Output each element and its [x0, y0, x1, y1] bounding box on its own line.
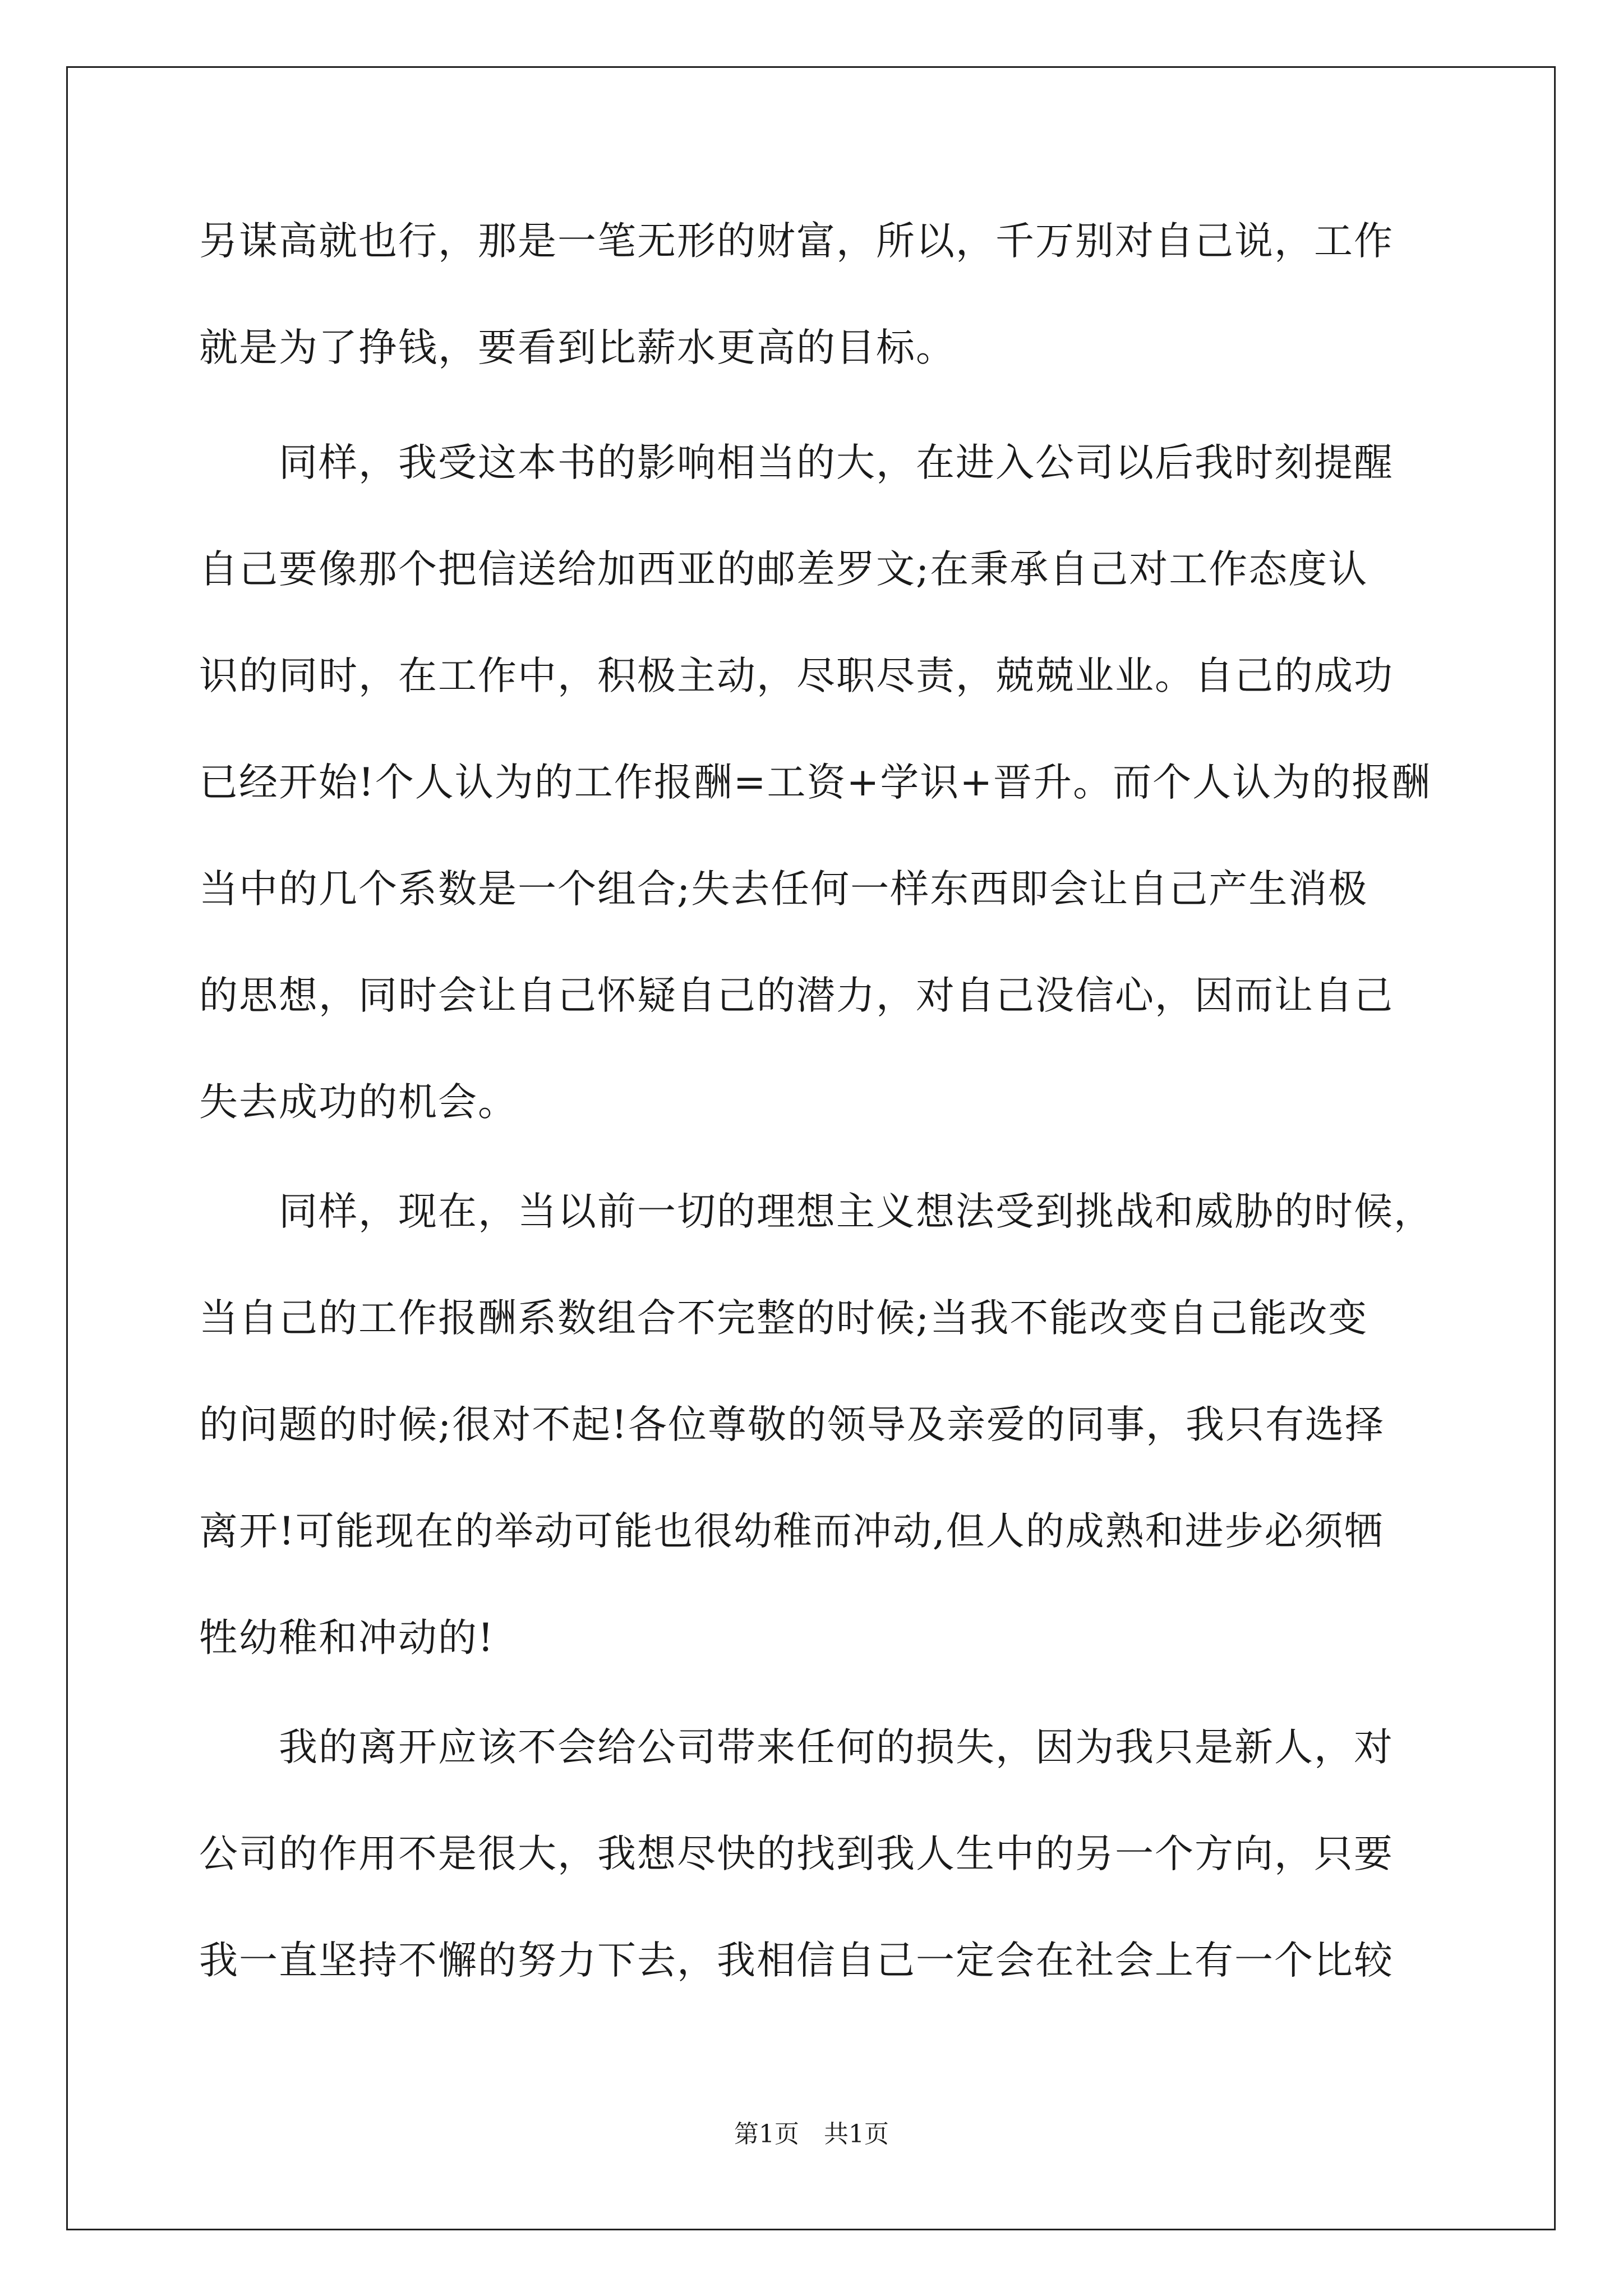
text-line: 就是为了挣钱，要看到比薪水更高的目标。 [199, 325, 956, 370]
text-line: 已经开始!个人认为的工作报酬=工资+学识+晋升。而个人认为的报酬 [199, 760, 1432, 805]
text-line: 我一直坚持不懈的努力下去，我相信自己一定会在社会上有一个比较 [199, 1938, 1394, 1983]
text-line: 另谋高就也行，那是一笔无形的财富，所以，千万别对自己说，工作 [199, 219, 1394, 264]
text-line: 同样，我受这本书的影响相当的大，在进入公司以后我时刻提醒 [199, 440, 1394, 485]
text-line: 的问题的时候;很对不起!各位尊敬的领导及亲爱的同事，我只有选择 [199, 1402, 1385, 1447]
text-line: 离开!可能现在的举动可能也很幼稚而冲动,但人的成熟和进步必须牺 [199, 1509, 1384, 1554]
page-number: 第1页 共1页 [734, 2120, 889, 2148]
page-frame [66, 66, 1556, 2230]
text-line: 失去成功的机会。 [199, 1080, 518, 1125]
text-line: 同样，现在，当以前一切的理想主义想法受到挑战和威胁的时候， [199, 1189, 1433, 1234]
text-line: 当自己的工作报酬系数组合不完整的时候;当我不能改变自己能改变 [199, 1296, 1368, 1341]
text-line: 当中的几个系数是一个组合;失去任何一样东西即会让自己产生消极 [199, 867, 1368, 912]
text-line: 自己要像那个把信送给加西亚的邮差罗文;在秉承自己对工作态度认 [199, 547, 1368, 592]
text-line: 的思想，同时会让自己怀疑自己的潜力，对自己没信心，因而让自己 [199, 973, 1394, 1018]
text-line: 识的同时，在工作中，积极主动，尽职尽责，兢兢业业。自己的成功 [199, 654, 1394, 698]
text-line: 公司的作用不是很大，我想尽快的找到我人生中的另一个方向，只要 [199, 1832, 1394, 1876]
text-line: 我的离开应该不会给公司带来任何的损失，因为我只是新人，对 [199, 1725, 1394, 1770]
text-line: 牲幼稚和冲动的! [199, 1616, 495, 1660]
